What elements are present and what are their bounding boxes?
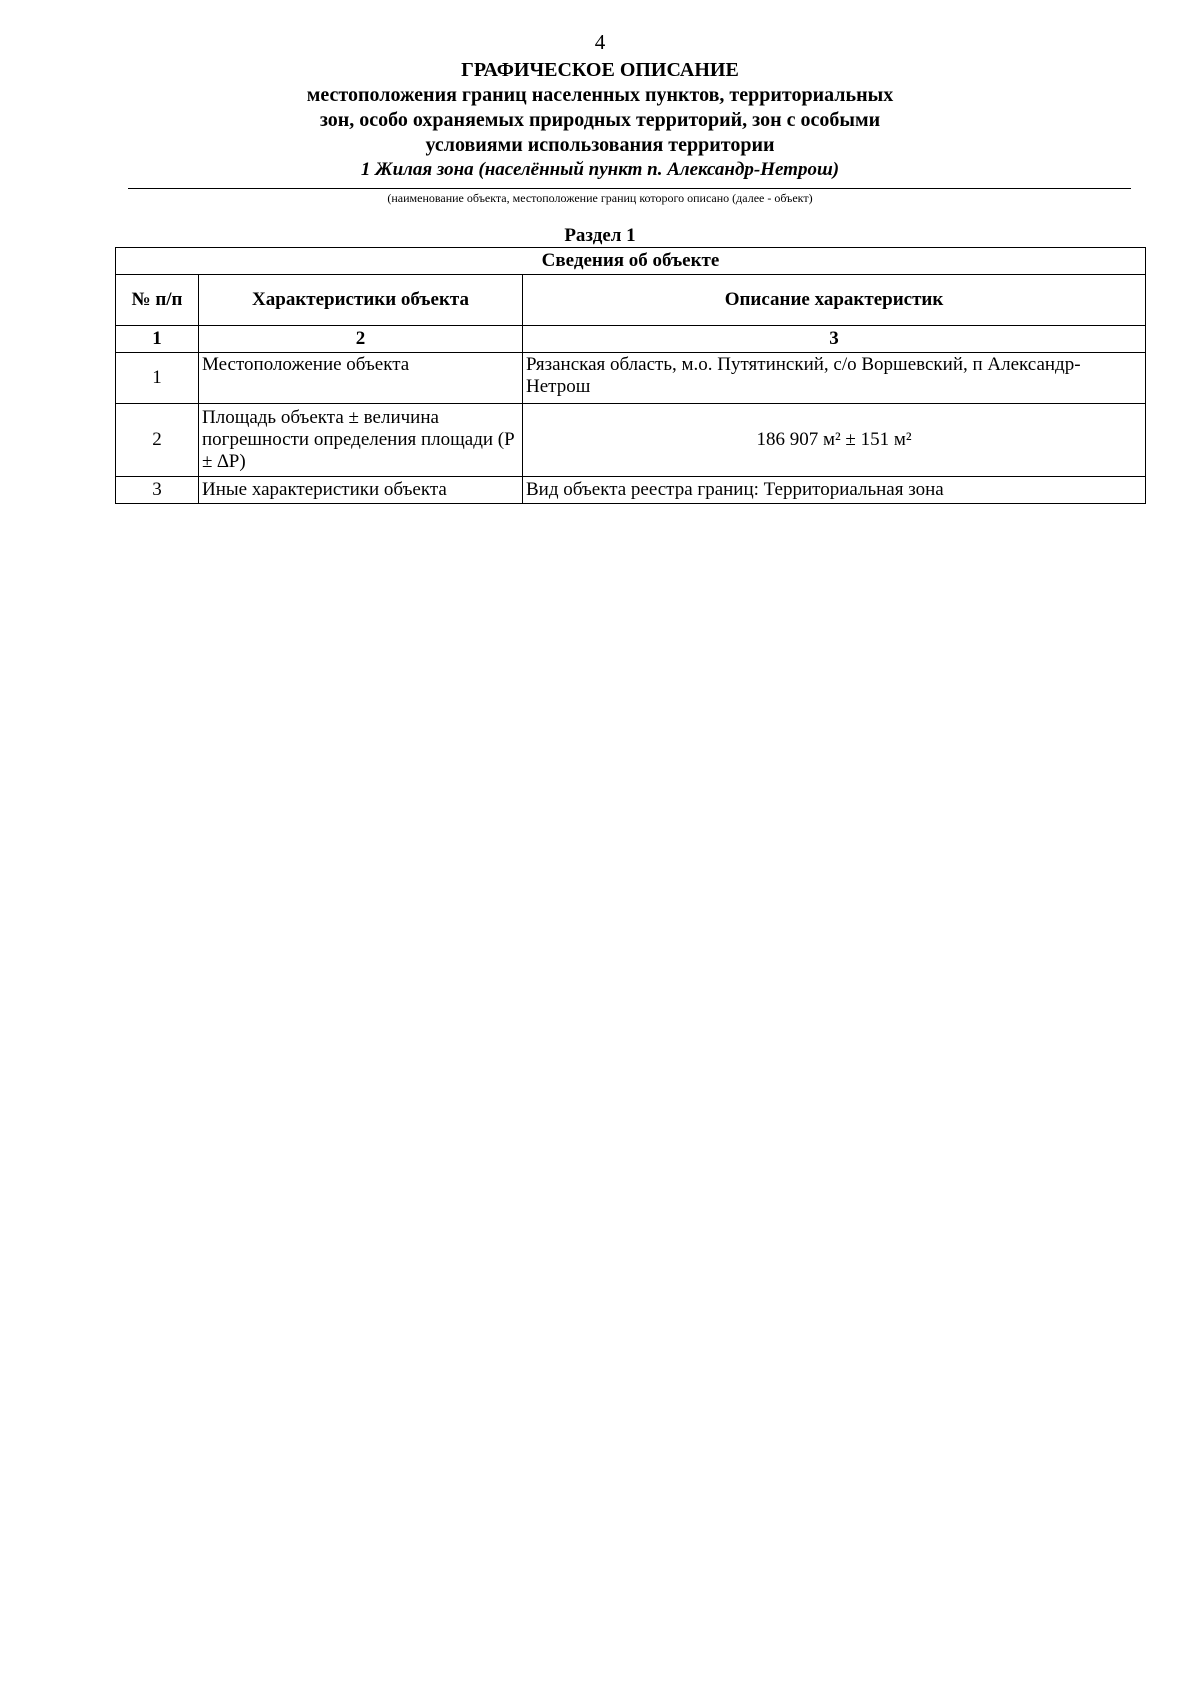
table-caption: Сведения об объекте (116, 248, 1146, 275)
table-header-row (116, 275, 1146, 326)
row-description: 186 907 м² ± 151 м² (523, 404, 1146, 477)
title-block (0, 58, 1200, 182)
row-description: Рязанская область, м.о. Путятинский, с/о Воршевский, п Александр-Нетрош (523, 353, 1146, 404)
column-header-number: № п/п (116, 275, 199, 326)
section-title: Раздел 1 (564, 225, 636, 246)
page-number: 4 (594, 30, 606, 54)
row-description: Вид объекта реестра границ: Территориальная зона (523, 477, 1146, 504)
column-header-description: Описание характеристик (523, 275, 1146, 326)
document-title: ГРАФИЧЕСКОЕ ОПИСАНИЕ (461, 59, 739, 81)
row-number: 3 (116, 477, 199, 504)
table-caption-row (116, 248, 1146, 275)
table-row (116, 477, 1146, 504)
row-number: 2 (116, 404, 199, 477)
column-number: 1 (116, 326, 199, 353)
object-name: 1 Жилая зона (населённый пункт п. Александр-Нетрош) (360, 159, 840, 180)
row-number: 1 (116, 353, 199, 404)
row-characteristic: Местоположение объекта (199, 353, 523, 404)
document-subtitle-line-3: условиями использования территории (425, 134, 775, 156)
table-row (116, 404, 1146, 477)
document-subtitle-line-1: местоположения границ населенных пунктов, территориальных (306, 84, 894, 106)
column-header-characteristic: Характеристики объекта (199, 275, 523, 326)
table-row (116, 353, 1146, 404)
column-number-row (116, 326, 1146, 353)
document-subtitle-line-2: зон, особо охраняемых природных территорий, зон с особыми (319, 109, 881, 131)
object-name-underline (128, 188, 1131, 189)
row-characteristic: Иные характеристики объекта (199, 477, 523, 504)
column-number: 2 (199, 326, 523, 353)
object-caption: (наименование объекта, местоположение границ которого описано (далее - объект) (387, 191, 813, 205)
column-number: 3 (523, 326, 1146, 353)
object-info-table (115, 247, 1146, 504)
row-characteristic: Площадь объекта ± величина погрешности определения площади (P ± ∆P) (199, 404, 523, 477)
